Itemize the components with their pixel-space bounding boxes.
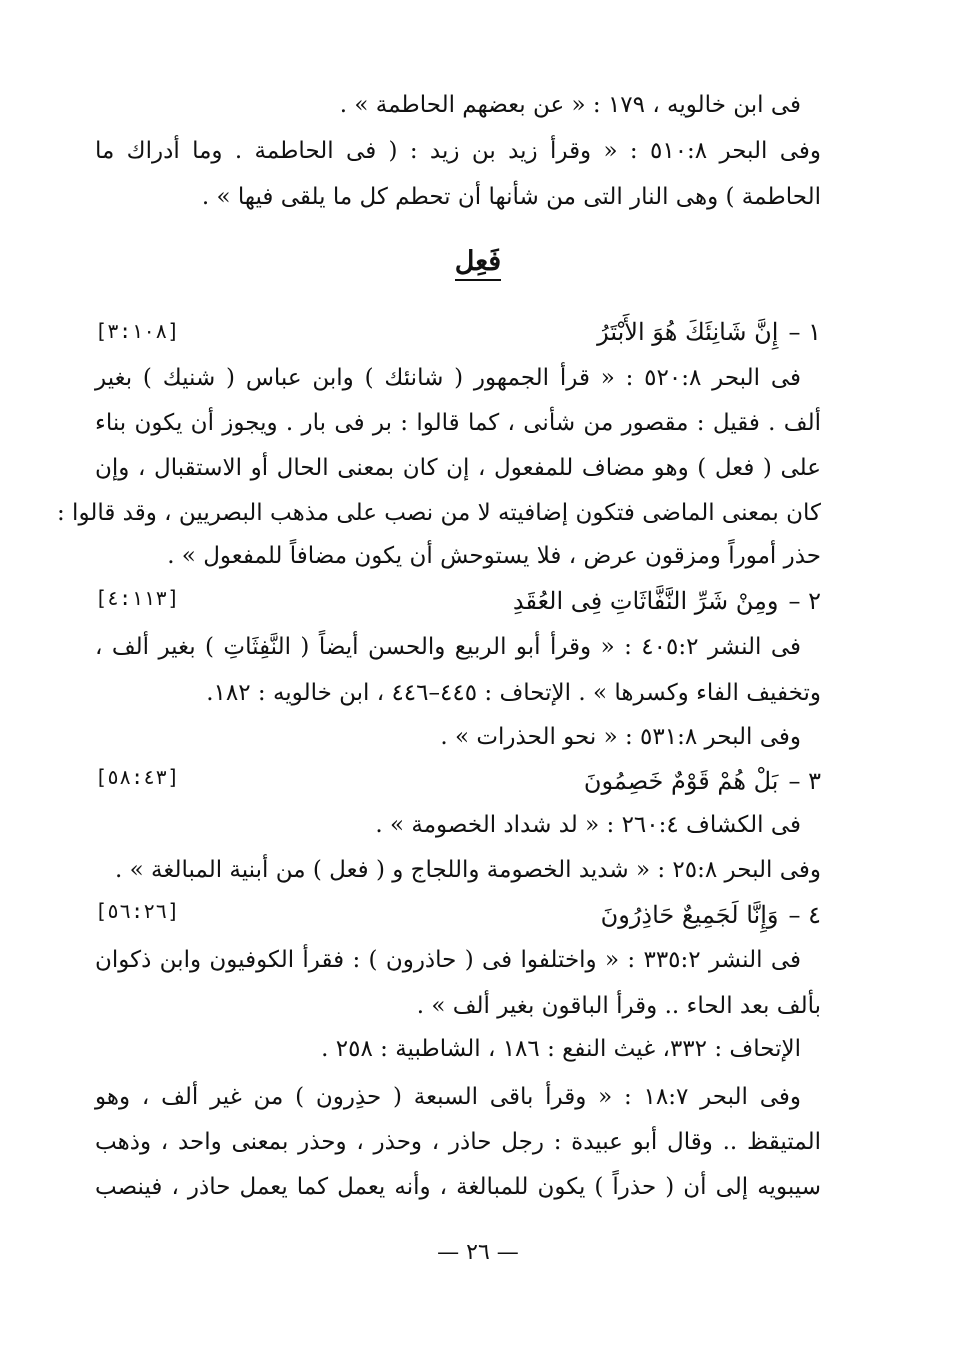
intro-line: الحاطمة ) وهى النار التى من شأنها أن تحطم كل ما يلقى فيها » .	[201, 184, 821, 210]
verse-text: بَلْ هُمْ قَوْمٌ خَصِمُونَ	[583, 767, 779, 795]
verse-number: ١ –	[788, 318, 821, 346]
commentary-line: وفى البحر ٥٣١:٨ : « نحو الحذرات » .	[440, 724, 801, 750]
commentary-line: كان بمعنى الماضى فتكون إضافيته لا من نصب على مذهب البصريين ، وقد قالوا :	[57, 500, 821, 526]
commentary-line: وفى البحر ٢٥:٨ : « شديد الخصومة واللجاج و ( فعل ) من أبنية المبالغة » .	[115, 857, 821, 883]
intro-line: فى ابن خالويه ، ١٧٩ : « عن بعضهم الحاطمة » .	[339, 92, 801, 118]
commentary-line: ألف . فقيل : مقصور من شأنى ، كما قالوا : بر فى بار . ويجوز أن يكون بناء	[95, 410, 821, 436]
commentary-line: فى النشر ٣٣٥:٢ : « واختلفوا فى ( حاذرون ) : فقرأ الكوفيون وابن ذكوان	[95, 947, 801, 973]
verse-number: ٤ –	[788, 901, 821, 929]
verse-text: ومِنْ شَرِّ النَّفَّاثَاتِ فِى العُقَدِ	[512, 587, 779, 615]
commentary-line: فى البحر ٥٢٠:٨ : « قرأ الجمهور ( شانئك ) وابن عباس ( شنيك ) بغير	[95, 365, 801, 391]
commentary-line: فى النشر ٤٠٥:٢ : « وقرأ أبو الربيع والحسن أيضاً ( النَّفِثَاتِ ) بغير ألف ،	[95, 634, 801, 660]
commentary-line: وتخفيف الفاء وكسرها » . الإتحاف : ٤٤٥–٤٤٦ ، ابن خالويه : ١٨٢.	[206, 680, 821, 706]
commentary-line: المتيقظ .. وقال أبو عبيدة : رجل حاذر ، وحذر ، وحذر بمعنى واحد ، وذهب	[95, 1129, 821, 1155]
commentary-line: سيبويه إلى أن ( حذراً ) يكون للمبالغة ، وأنه يعمل كما يعمل حاذر ، فينصب	[95, 1174, 821, 1200]
verse-text: وَإِنَّا لَجَمِيعٌ حَاذِرُونَ	[600, 901, 779, 929]
verse-reference: [٥٦:٢٦]	[95, 899, 180, 923]
verse-1	[597, 316, 821, 348]
commentary-line: الإتحاف : ٣٣٢، غيث النفع : ١٨٦ ، الشاطبية : ٢٥٨ .	[321, 1036, 801, 1062]
verse-reference: [٣:١٠٨]	[95, 319, 180, 343]
page-number: — ٢٦ —	[437, 1240, 519, 1265]
verse-reference: [٥٨:٤٣]	[95, 765, 180, 789]
section-heading: فَعِل	[0, 246, 956, 277]
verse-number: ٢ –	[788, 587, 821, 615]
commentary-line: بألف بعد الحاء .. وقرأ الباقون بغير ألف » .	[416, 993, 821, 1019]
intro-line: وفى البحر ٥١٠:٨ : « وقرأ زيد بن زيد : ( فى الحاطمة . وما أدراك ما	[95, 138, 821, 164]
verse-number: ٣ –	[788, 767, 821, 795]
commentary-line: فى الكشاف ٢٦٠:٤ : « لد شداد الخصومة » .	[375, 812, 801, 838]
verse-2	[513, 585, 821, 617]
verse-reference: [٤:١١٣]	[95, 586, 180, 610]
verse-3	[584, 765, 821, 797]
verse-4	[601, 899, 821, 931]
verse-text: إِنَّ شَانِئَكَ هُوَ الأَبْتَرُ	[597, 318, 779, 346]
commentary-line: وفى البحر ١٨:٧ : « وقرأ باقى السبعة ( حذِرون ) من غير ألف ، وهو	[95, 1084, 801, 1110]
commentary-line: على ( فعل ) وهو مضاف للمفعول ، إن كان بمعنى الحال أو الاستقبال ، وإن	[95, 455, 821, 481]
commentary-line: حذر أموراً ومزقون عرض ، فلا يستوحش أن يكون مضافاً للمفعول » .	[167, 543, 821, 569]
